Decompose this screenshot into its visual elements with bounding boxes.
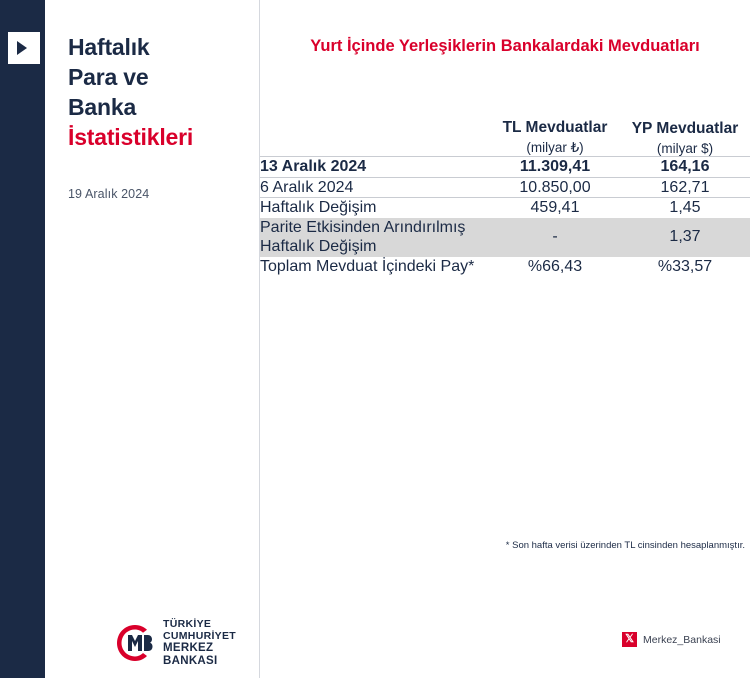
publication-date: 19 Aralık 2024	[68, 187, 150, 201]
left-accent-strip	[0, 0, 45, 678]
logo-line-1: TÜRKİYE CUMHURİYET	[163, 618, 236, 643]
table-header-row	[260, 118, 750, 157]
row-value-tl: %66,43	[527, 257, 583, 275]
header-cell-yp	[620, 118, 750, 157]
header-yp-main: YP Mevduatlar	[631, 119, 739, 137]
row-value-tl: 11.309,41	[490, 157, 620, 178]
row-label: 6 Aralık 2024	[260, 177, 490, 198]
table-row	[260, 218, 750, 257]
deposits-table	[260, 118, 750, 276]
row-value-yp: 164,16	[620, 157, 750, 178]
title-line-2: Para ve	[68, 63, 149, 90]
row-value-yp: %33,57	[657, 257, 713, 275]
header-cell-blank	[260, 118, 490, 157]
table-title: Yurt İçinde Yerleşiklerin Bankalardaki Mevduatları	[310, 37, 700, 55]
arrow-right-icon	[8, 32, 40, 64]
row-value-tl: -	[490, 218, 620, 257]
logo-line-2: MERKEZ BANKASI	[163, 642, 218, 668]
x-glyph: 𝕏	[625, 633, 634, 645]
social-handle[interactable]	[622, 632, 721, 647]
page-title	[68, 33, 258, 153]
social-handle-text: Merkez_Bankasi	[643, 633, 721, 646]
x-platform-icon	[622, 632, 637, 647]
row-label: 13 Aralık 2024	[260, 157, 490, 178]
title-column	[45, 0, 260, 678]
logo-text	[163, 618, 260, 669]
tcmb-logo-icon	[115, 623, 155, 663]
row-value-yp: 162,71	[620, 177, 750, 198]
row-value-yp: 1,45	[620, 198, 750, 218]
header-tl-main: TL Mevduatlar	[502, 119, 608, 136]
row-label: Haftalık Değişim	[260, 198, 490, 218]
table-row	[260, 157, 750, 178]
row-label: Parite Etkisinden Arındırılmış Haftalık Değişim	[260, 218, 490, 257]
row-value-tl: 10.850,00	[490, 177, 620, 198]
table-row	[260, 257, 750, 277]
header-cell-tl	[490, 118, 620, 157]
table-row	[260, 198, 750, 218]
row-value-yp: 1,37	[620, 218, 750, 257]
institution-logo	[115, 618, 260, 669]
header-tl-sub: (milyar ₺)	[526, 140, 584, 156]
title-line-1: Haftalık	[68, 34, 150, 60]
table-row	[260, 177, 750, 198]
title-line-3: Banka	[68, 93, 137, 120]
header-yp-sub: (milyar $)	[656, 140, 714, 156]
row-value-tl: 459,41	[490, 198, 620, 218]
table-footnote: * Son hafta verisi üzerinden TL cinsinden hesaplanmıştır.	[505, 540, 745, 551]
row-label: Toplam Mevduat İçindeki Pay*	[260, 257, 475, 275]
title-line-accent: İstatistikleri	[68, 123, 194, 150]
content-column	[260, 0, 750, 678]
